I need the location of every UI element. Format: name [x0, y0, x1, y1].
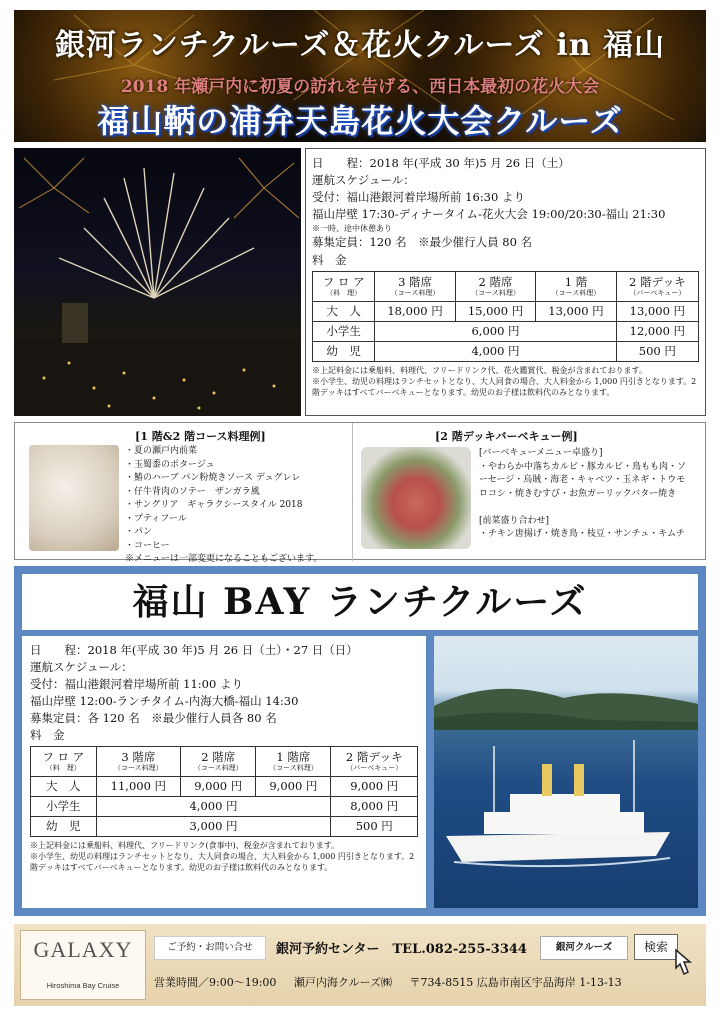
- reservation-center: 銀河予約センター TEL.082-255-3344: [276, 942, 527, 957]
- header-title: 銀河ランチクルーズ＆花火クルーズ in 福山: [54, 28, 666, 63]
- table-header-row: [31, 747, 418, 777]
- header-2f: 2 階席 （コース料理）: [181, 747, 256, 777]
- note-line: ※上記料金には乗船料、料理代、フリードリンク(食事中)、税金が含まれております。: [30, 841, 340, 850]
- price-cell: 4,000 円: [375, 342, 616, 362]
- table-row: [31, 777, 418, 797]
- table-row: [31, 817, 418, 837]
- header-main-title: 福山鞆の浦弁天島花火大会クルーズ: [97, 102, 623, 140]
- list-item: ・やわらか中落ちカルビ・豚カルビ・鳥もも肉・ソ: [479, 461, 687, 472]
- price-notes: [312, 365, 699, 398]
- list-item: ・チキン唐揚げ・焼き鳥・枝豆・サンチュ・キムチ: [479, 529, 685, 539]
- route-time: 福山岸壁 12:00-ランチタイム-内海大橋-福山 14:30: [30, 694, 299, 708]
- row-label: 幼 児: [313, 342, 375, 362]
- price-cell: 4,000 円: [96, 797, 331, 817]
- header-1f: 1 階 （コース料理）: [536, 272, 616, 302]
- header-deck: 2 階デッキ （バーベキュー）: [331, 747, 418, 777]
- price-cell: 3,000 円: [96, 817, 331, 837]
- schedule-date: 日 程：2018 年(平成 30 年)5 月 26 日（土）: [312, 156, 570, 170]
- company-name: 瀬戸内海クルーズ㈱: [293, 976, 393, 989]
- bbq-menu: [353, 423, 705, 561]
- footer-info: [154, 974, 636, 990]
- row-label: 小学生: [31, 797, 97, 817]
- price-label: 料 金: [30, 728, 65, 742]
- price-cell: 11,000 円: [96, 777, 181, 797]
- table-row: [313, 342, 699, 362]
- route-time: 福山岸壁 17:30-ディナータイム-花火大会 19:00/20:30-福山 21:30: [312, 207, 666, 221]
- reservation-label: ご予約・お問い合せ: [154, 936, 266, 960]
- company-address: 〒734-8515 広島市南区宇品海岸 1-13-13: [409, 976, 622, 989]
- bbq-menu-list: [479, 447, 686, 542]
- price-cell: 9,000 円: [331, 777, 418, 797]
- bay-cruise-section: [14, 566, 706, 916]
- note-line: ※上記料金には乗船料、料理代、フリードリンク代、花火鑑賞代、税金が含まれております。: [312, 366, 647, 375]
- cursor-hand-icon: [670, 948, 696, 978]
- list-item: ・プティフール: [125, 513, 187, 524]
- course-dish-photo: [29, 445, 119, 551]
- cruise-ship-photo: [434, 636, 698, 908]
- price-notes: [30, 840, 418, 873]
- price-cell: 18,000 円: [375, 302, 455, 322]
- table-row: [31, 797, 418, 817]
- header-3f: 3 階席 （コース料理）: [96, 747, 181, 777]
- header-floor: フ ロ ア （料 理）: [31, 747, 97, 777]
- list-item: ・鰆のハーブ パン粉焼きソース デュグレレ: [125, 473, 301, 483]
- row-label: 幼 児: [31, 817, 97, 837]
- fireworks-photo: [14, 148, 301, 416]
- bbq-menu-title: [2 階デッキバーベキュー例]: [435, 430, 578, 443]
- table-header-row: [313, 272, 699, 302]
- list-item: ・夏の瀬戸内前菜: [125, 446, 198, 456]
- row-label: 大 人: [31, 777, 97, 797]
- header-3f: 3 階席 （コース料理）: [375, 272, 455, 302]
- pause-note: ※一時、途中休憩あり: [312, 224, 392, 233]
- header-floor: フ ロ ア （料 理）: [313, 272, 375, 302]
- price-cell: 13,000 円: [616, 302, 698, 322]
- menu-note: ※メニューは一部変更になることもございます。: [125, 554, 323, 564]
- bbq-platter-photo: [361, 447, 471, 549]
- table-row: [313, 302, 699, 322]
- fireworks-illustration: [14, 148, 301, 416]
- list-item: ・玉蜀黍のポタージュ: [125, 459, 215, 470]
- search-keyword-box: 銀河クルーズ: [540, 936, 628, 960]
- price-cell: 13,000 円: [536, 302, 616, 322]
- header-banner: [14, 10, 706, 142]
- list-item: [前菜盛り合わせ]: [479, 515, 550, 526]
- note-line: ※小学生、幼児の料理はランチセットとなり、大人同食の場合、大人料金から 1,000 円引きとなります。2 階デッキはすべてバーベキューとなります。幼児のお子様は飲料代のみとなります。: [30, 852, 415, 872]
- price-label: 料 金: [312, 253, 347, 267]
- bay-price-table: [30, 746, 418, 837]
- fireworks-cruise-info: [305, 148, 706, 416]
- table-row: [313, 322, 699, 342]
- bay-cruise-info: [22, 636, 426, 908]
- list-item: ロコシ・焼きむすび・お魚ガーリックバター焼き: [479, 488, 677, 499]
- course-menu-list: [125, 445, 322, 567]
- business-hours: 営業時間／9:00～19:00: [154, 976, 277, 989]
- price-cell: 9,000 円: [256, 777, 331, 797]
- list-item: ・サングリア ギャラクシースタイル 2018: [125, 500, 303, 510]
- price-cell: 9,000 円: [181, 777, 256, 797]
- galaxy-logo: [20, 930, 146, 1000]
- price-cell: 8,000 円: [331, 797, 418, 817]
- list-item: ・パン: [125, 527, 153, 537]
- capacity: 募集定員：各 120 名 ※最少催行人員各 80 名: [30, 711, 277, 725]
- header-1f: 1 階席 （コース料理）: [256, 747, 331, 777]
- course-menu-title: [1 階&2 階コース料理例]: [135, 430, 266, 443]
- list-item: ーセージ・烏賊・海老・キャベツ・玉ネギ・トウモ: [479, 475, 686, 485]
- list-item: ・コーヒー: [125, 540, 170, 551]
- menu-section: [14, 422, 706, 564]
- schedule-label: 運航スケジュール：: [30, 660, 133, 674]
- spacer: [479, 501, 686, 515]
- header-deck: 2 階デッキ （バーベキュー）: [616, 272, 698, 302]
- reception-time: 受付：福山港銀河着岸場所前 11:00 より: [30, 677, 243, 691]
- list-item: ・仔牛背肉のソテー ザンガラ風: [125, 486, 260, 497]
- logo-brand: GALAXY: [33, 937, 133, 962]
- price-cell: 500 円: [616, 342, 698, 362]
- price-cell: 500 円: [331, 817, 418, 837]
- search-button: 検索: [634, 934, 678, 960]
- header-subtitle: 2018 年瀬戸内に初夏の訪れを告げる、西日本最初の花火大会: [120, 77, 600, 97]
- schedule-date: 日 程：2018 年(平成 30 年)5 月 26 日（土）・27 日（日）: [30, 643, 358, 657]
- header-2f: 2 階席 （コース料理）: [455, 272, 535, 302]
- note-line: ※小学生、幼児の料理はランチセットとなり、大人同食の場合、大人料金から 1,000 円引きとなります。2 階デッキはすべてバーベキューとなります。幼児のお子様は飲料代のみとなります。: [312, 377, 697, 397]
- reception-time: 受付：福山港銀河着岸場所前 16:30 より: [312, 190, 525, 204]
- course-menu: [15, 423, 353, 564]
- row-label: 大 人: [313, 302, 375, 322]
- schedule-label: 運航スケジュール：: [312, 173, 415, 187]
- capacity: 募集定員：120 名 ※最少催行人員 80 名: [312, 235, 533, 249]
- price-cell: 12,000 円: [616, 322, 698, 342]
- footer: [14, 924, 706, 1006]
- bay-cruise-title: 福山 BAY ランチクルーズ: [22, 574, 698, 630]
- list-item: [バーベキューメニュー卓盛り]: [479, 448, 603, 458]
- fireworks-price-table: [312, 271, 699, 362]
- price-cell: 6,000 円: [375, 322, 616, 342]
- row-label: 小学生: [313, 322, 375, 342]
- ship-illustration: [434, 636, 698, 908]
- logo-subtitle: Hiroshima Bay Cruise: [46, 981, 120, 990]
- price-cell: 15,000 円: [455, 302, 535, 322]
